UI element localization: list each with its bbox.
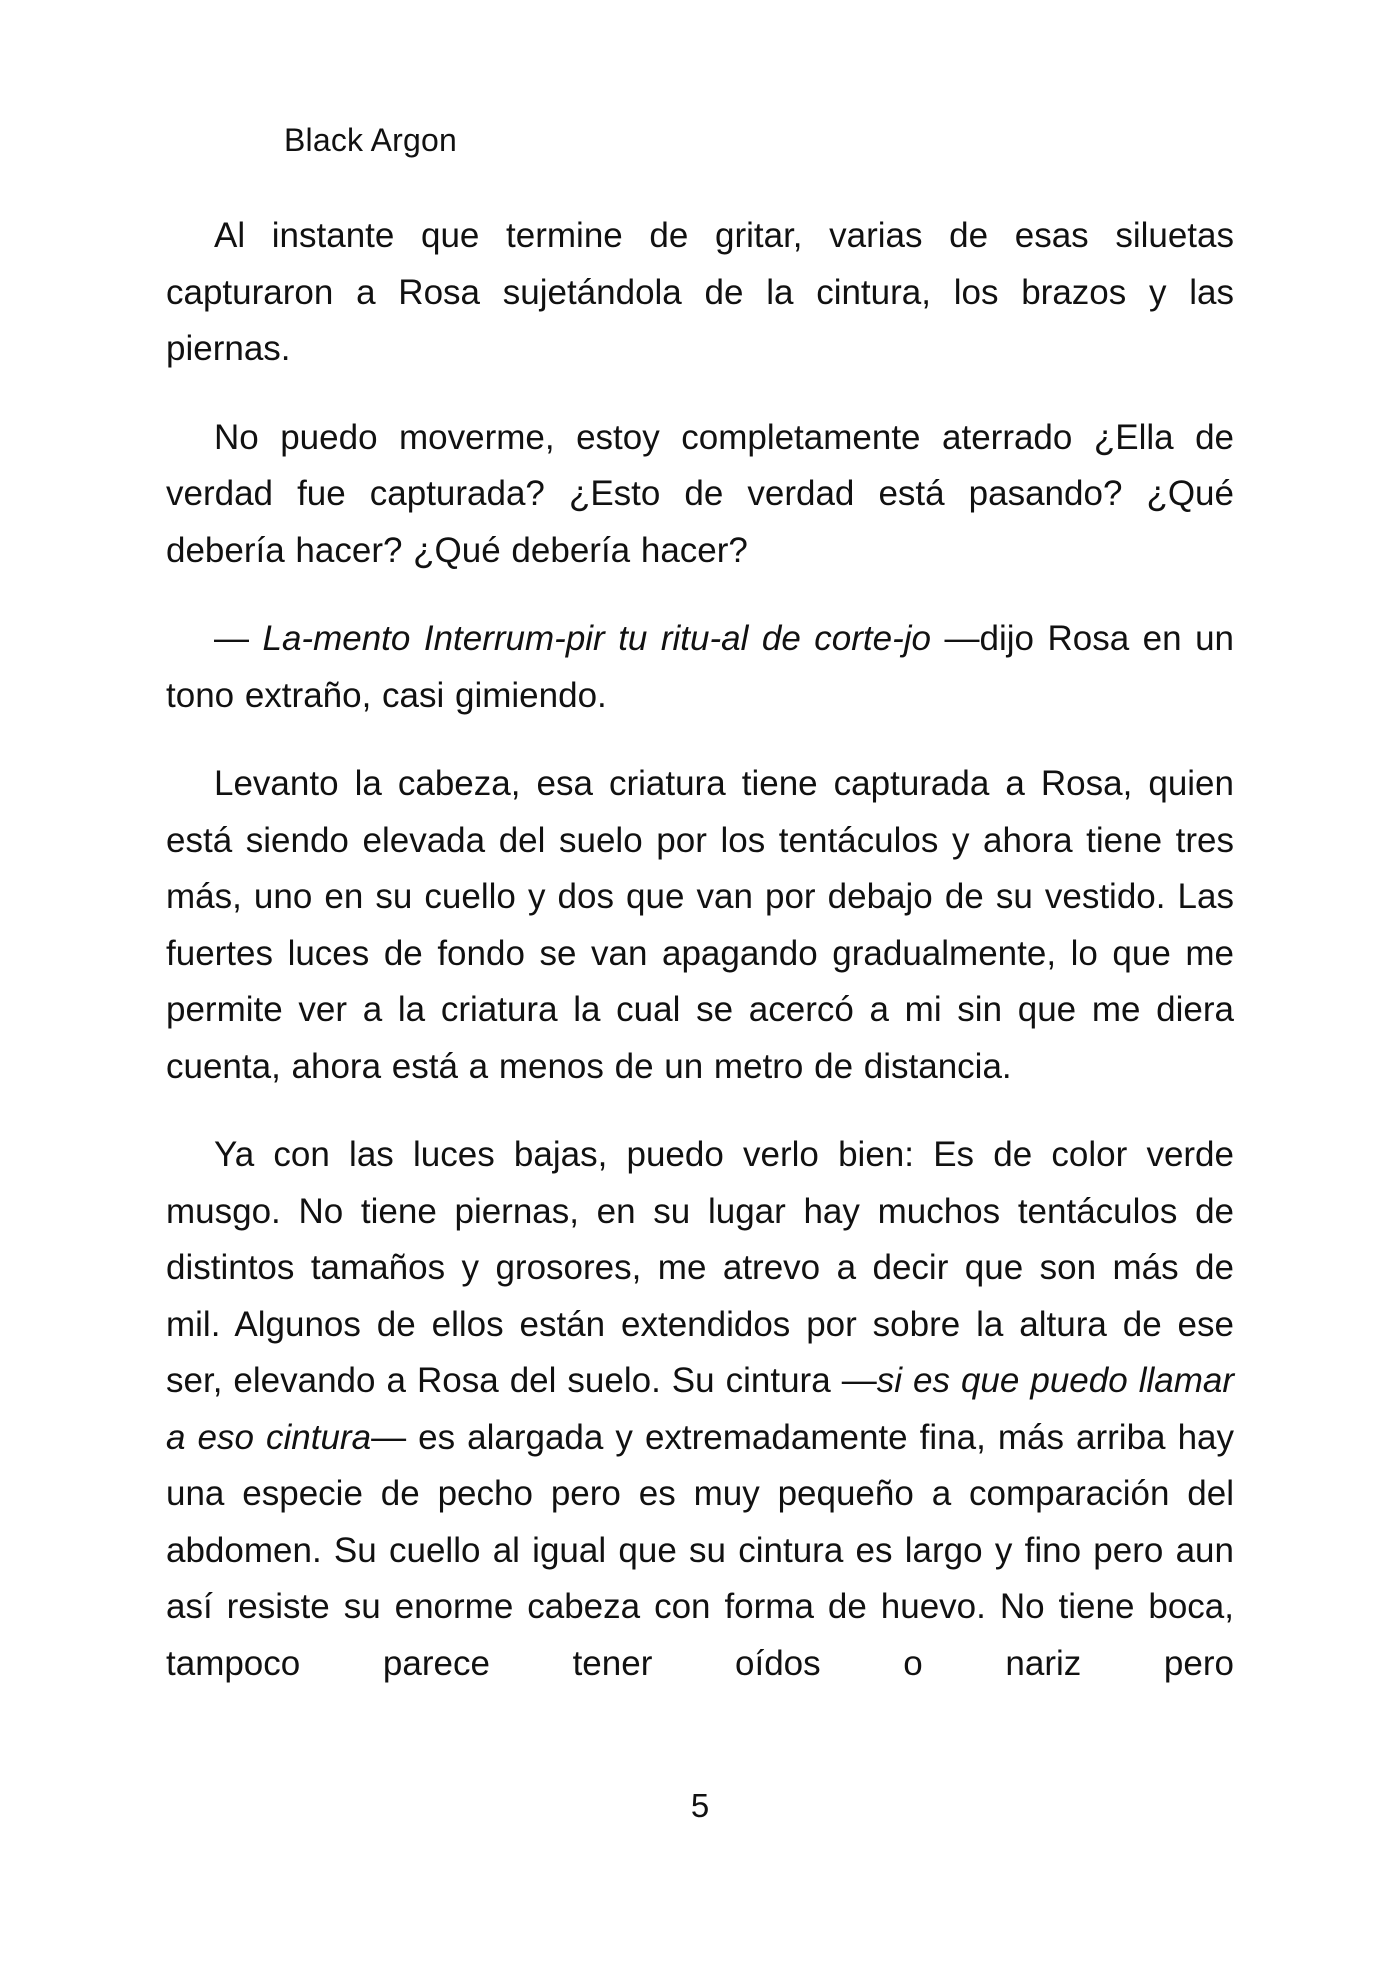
running-header: Black Argon (284, 122, 457, 158)
dialogue-dash: — (214, 619, 263, 658)
text-segment: —dijo Rosa en un tono extraño, casi gimiendo. (166, 619, 1234, 715)
body-text (166, 208, 1234, 1692)
paragraph-5 (166, 1127, 1234, 1692)
page-number: 5 (690, 1787, 710, 1824)
paragraph-3-dialogue (166, 611, 1234, 724)
paragraph-4 (166, 756, 1234, 1095)
italic-dialogue: La-mento Interrum-pir tu ritu-al de corte-jo (262, 619, 931, 658)
paragraph-2 (166, 410, 1234, 580)
text-segment: Al instante que termine de gritar, varias de esas siluetas capturaron a Rosa sujetándola de la cintura, los brazos y las piernas. (166, 216, 1234, 368)
text-segment: No puedo moverme, estoy completamente aterrado ¿Ella de verdad fue capturada? ¿Esto de verdad está pasando? ¿Qué debería hacer? ¿Qué debería hacer? (166, 417, 1234, 570)
text-segment: Levanto la cabeza, esa criatura tiene capturada a Rosa, quien está siendo elevada del suelo por los tentáculos y ahora tiene tres más, uno en su cuello y dos que van por debajo de su vestido. Las fuertes luces de fondo se van apagando gradualmente, lo que me permite ver a la criatura la cual se acercó a mi sin que me diera cuenta, ahora está a menos de un metro de distancia. (166, 764, 1234, 1086)
text-segment: Ya con las luces bajas, puedo verlo bien: Es de color verde musgo. No tiene piernas, en su lugar hay muchos tentáculos de distintos tamaños y grosores, me atrevo a decir que son más de mil. Algunos de ellos están extendidos por sobre la altura de ese ser, elevando a Rosa del suelo. Su cintura — (166, 1135, 1234, 1400)
text-segment: — es alargada y extremadamente fina, más arriba hay una especie de pecho pero es muy pequeño a comparación del abdomen. Su cuello al igual que su cintura es largo y fino pero aun así resiste su enorme cabeza con forma de huevo. No tiene boca, tampoco parece tener oídos o nariz pero (166, 1417, 1234, 1683)
paragraph-1 (166, 208, 1234, 378)
italic-aside: si es que puedo llamar a eso cintura (166, 1361, 1234, 1457)
